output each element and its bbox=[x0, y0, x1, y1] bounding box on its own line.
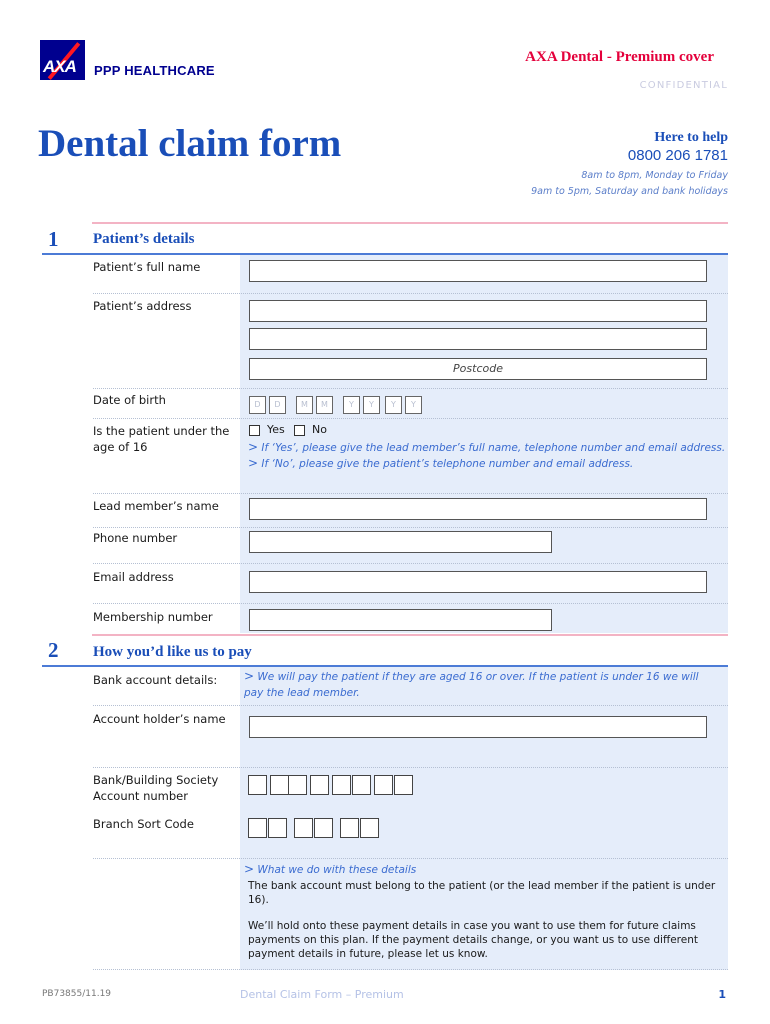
row-separator bbox=[93, 969, 728, 970]
section-1-title: Patient’s details bbox=[93, 231, 195, 247]
sort-code-label: Branch Sort Code bbox=[93, 817, 194, 831]
phone-label: Phone number bbox=[93, 531, 178, 545]
yes-checkbox[interactable] bbox=[249, 425, 260, 436]
row-separator bbox=[93, 293, 728, 294]
section-1-number: 1 bbox=[48, 227, 59, 251]
phone-field[interactable] bbox=[249, 531, 552, 553]
membership-field[interactable] bbox=[249, 609, 552, 631]
dob-month-2[interactable]: M bbox=[316, 396, 333, 414]
account-number-label: Bank/Building Society Account number bbox=[93, 773, 219, 803]
account-digit-3[interactable] bbox=[288, 775, 307, 795]
dob-year-2[interactable]: Y bbox=[363, 396, 380, 414]
help-hours-weekend: 9am to 5pm, Saturday and bank holidays bbox=[531, 186, 728, 197]
no-note bbox=[248, 455, 726, 472]
sort-digit-1[interactable] bbox=[248, 818, 267, 838]
dob-year-4[interactable]: Y bbox=[405, 396, 422, 414]
help-title: Here to help bbox=[654, 130, 728, 145]
logo-text: AXA bbox=[43, 57, 76, 76]
section-divider bbox=[92, 222, 728, 224]
row-separator bbox=[93, 388, 728, 389]
sort-digit-3[interactable] bbox=[294, 818, 313, 838]
account-digit-2[interactable] bbox=[270, 775, 289, 795]
address-line-2-field[interactable] bbox=[249, 328, 707, 350]
chevron-right-icon: > bbox=[244, 862, 255, 876]
row-separator bbox=[93, 767, 728, 768]
postcode-field[interactable] bbox=[249, 358, 707, 380]
lead-member-field[interactable] bbox=[249, 498, 707, 520]
account-digit-6[interactable] bbox=[352, 775, 371, 795]
section-2-number: 2 bbox=[48, 638, 59, 662]
full-name-field[interactable] bbox=[249, 260, 707, 282]
page-title: Dental claim form bbox=[38, 122, 342, 165]
dob-day-1[interactable]: D bbox=[249, 396, 266, 414]
account-digit-5[interactable] bbox=[332, 775, 351, 795]
what-we-do-note bbox=[244, 861, 714, 878]
full-name-label: Patient’s full name bbox=[93, 260, 201, 274]
axa-logo bbox=[40, 40, 85, 80]
account-digit-1[interactable] bbox=[248, 775, 267, 795]
dob-year-1[interactable]: Y bbox=[343, 396, 360, 414]
postcode-label: Postcode bbox=[453, 362, 503, 375]
brand-name: PPP HEALTHCARE bbox=[94, 63, 215, 78]
email-label: Email address bbox=[93, 570, 174, 584]
dob-year-3[interactable]: Y bbox=[385, 396, 402, 414]
bank-note bbox=[244, 668, 714, 701]
row-separator bbox=[93, 493, 728, 494]
sort-digit-4[interactable] bbox=[314, 818, 333, 838]
section-2-title: How you’d like us to pay bbox=[93, 644, 252, 660]
membership-label: Membership number bbox=[93, 610, 213, 624]
chevron-right-icon: > bbox=[248, 456, 259, 470]
dob-month-1[interactable]: M bbox=[296, 396, 313, 414]
help-hours-weekday: 8am to 8pm, Monday to Friday bbox=[581, 170, 728, 181]
chevron-right-icon: > bbox=[244, 669, 255, 683]
email-field[interactable] bbox=[249, 571, 707, 593]
dob-label: Date of birth bbox=[93, 393, 166, 407]
page-number: 1 bbox=[718, 988, 726, 1001]
holder-field[interactable] bbox=[249, 716, 707, 738]
row-separator bbox=[93, 603, 728, 604]
account-digit-4[interactable] bbox=[310, 775, 329, 795]
footer-title: Dental Claim Form – Premium bbox=[240, 988, 404, 1001]
holder-label: Account holder’s name bbox=[93, 712, 226, 726]
dob-day-2[interactable]: D bbox=[269, 396, 286, 414]
lead-member-label: Lead member’s name bbox=[93, 499, 219, 513]
document-code: PB73855/11.19 bbox=[42, 989, 112, 999]
yes-note bbox=[248, 439, 726, 456]
no-note-text: If ‘No’, please give the patient’s telephone number and email address. bbox=[261, 458, 634, 470]
under-16-label: Is the patient under the age of 16 bbox=[93, 424, 230, 454]
no-label: No bbox=[312, 423, 327, 436]
sort-digit-5[interactable] bbox=[340, 818, 359, 838]
cover-title: AXA Dental - Premium cover bbox=[525, 49, 714, 65]
address-line-1-field[interactable] bbox=[249, 300, 707, 322]
address-label: Patient’s address bbox=[93, 299, 192, 313]
chevron-right-icon: > bbox=[248, 440, 259, 454]
sort-digit-6[interactable] bbox=[360, 818, 379, 838]
yes-note-text: If ‘Yes’, please give the lead member’s full name, telephone number and email address. bbox=[261, 442, 726, 454]
row-separator bbox=[93, 705, 728, 706]
what-we-do-text: What we do with these details bbox=[257, 864, 417, 876]
confidential-label: CONFIDENTIAL bbox=[639, 80, 728, 91]
sort-digit-2[interactable] bbox=[268, 818, 287, 838]
row-separator bbox=[93, 563, 728, 564]
row-separator bbox=[93, 527, 728, 528]
account-digit-8[interactable] bbox=[394, 775, 413, 795]
bank-ownership-paragraph: The bank account must belong to the patient (or the lead member if the patient is under 16). bbox=[248, 880, 716, 906]
section-divider bbox=[92, 634, 728, 636]
help-phone: 0800 206 1781 bbox=[627, 147, 728, 164]
account-digit-7[interactable] bbox=[374, 775, 393, 795]
row-separator bbox=[93, 418, 728, 419]
row-separator bbox=[93, 858, 728, 859]
bank-note-text: We will pay the patient if they are aged 16 or over. If the patient is under 16 we will pay the lead member. bbox=[244, 671, 699, 699]
bank-details-label: Bank account details: bbox=[93, 673, 218, 687]
no-checkbox[interactable] bbox=[294, 425, 305, 436]
payment-details-paragraph: We’ll hold onto these payment details in case you want to use them for future claims payments on this plan. If the payment details change, or you want us to use different payment details in future, please let us know. bbox=[248, 920, 698, 960]
yes-label: Yes bbox=[267, 423, 285, 436]
